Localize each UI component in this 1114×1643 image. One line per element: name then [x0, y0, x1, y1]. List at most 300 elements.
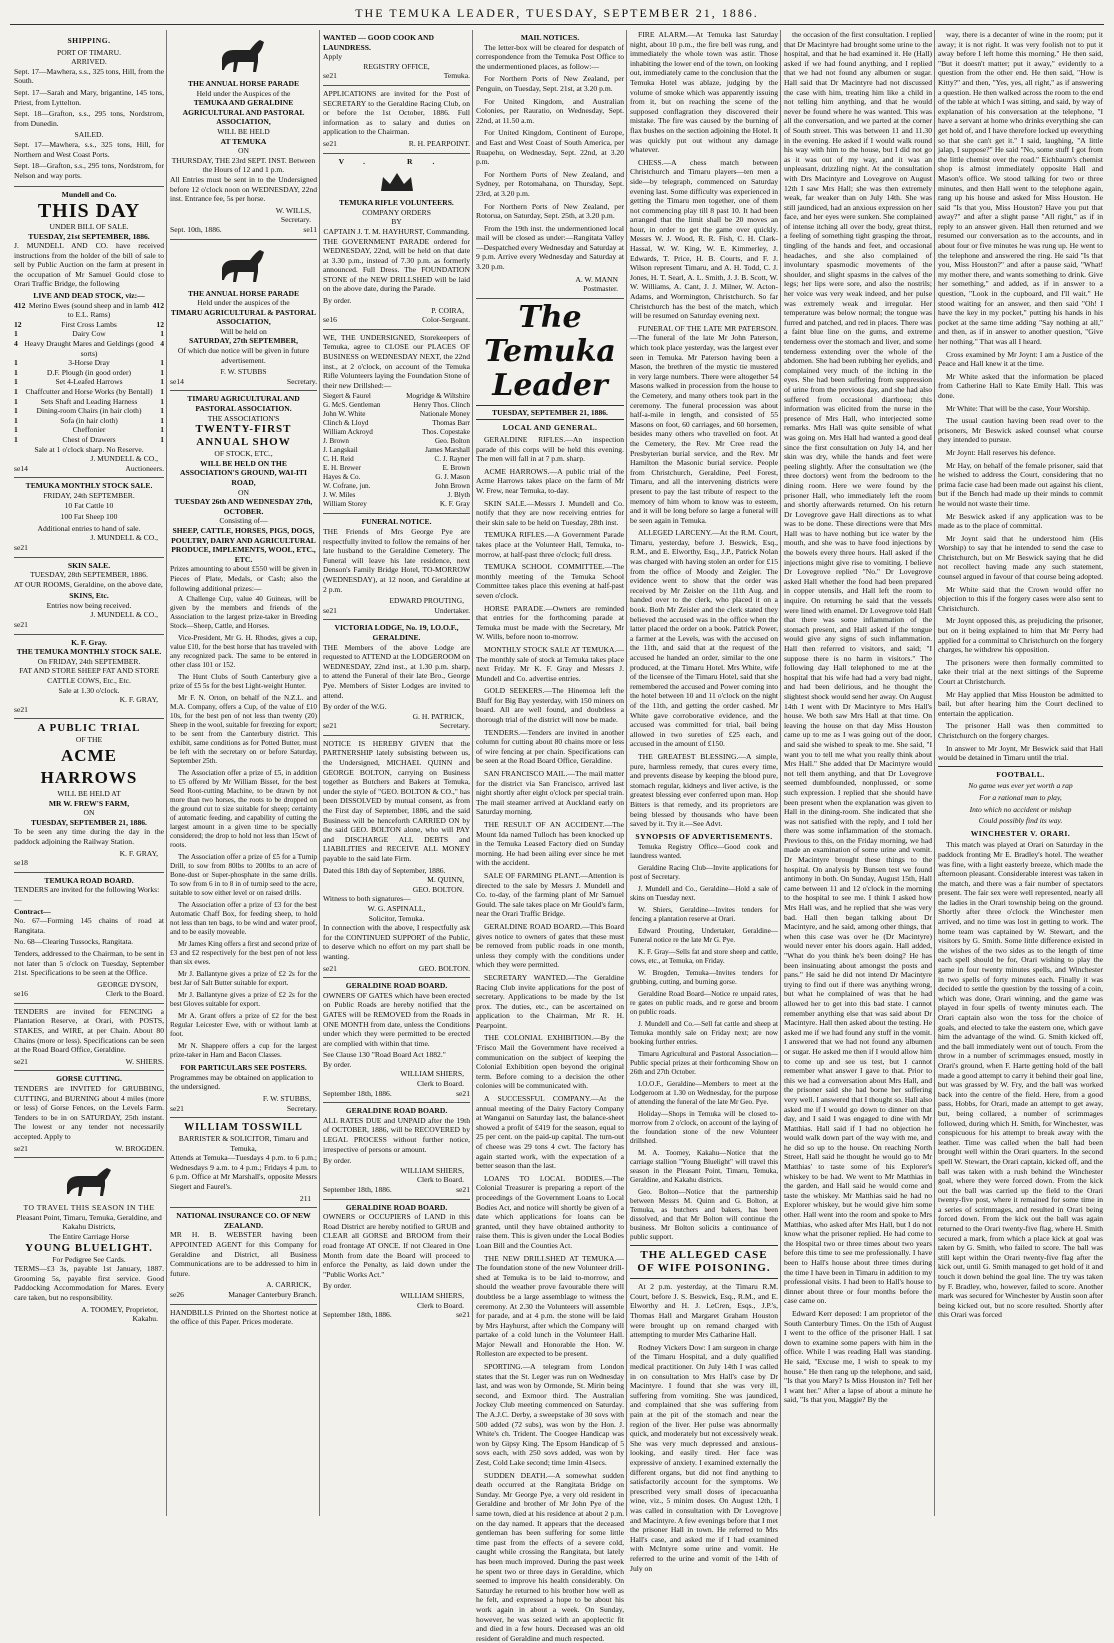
- parade-held: WILL BE HELD: [217, 126, 270, 136]
- column-rule: [626, 30, 627, 1516]
- lot-number: 1: [14, 358, 18, 368]
- synopsis-item: M. A. Toomey, Kakahu—Notice that the carriage stallion "Young Bluelight" will travel this season in the Pleasant Point, Timaru, Temuka, Geraldine, and Kakahu districts.: [630, 1149, 778, 1185]
- road-title: TEMUKA ROAD BOARD.: [44, 875, 134, 885]
- tosswill-sub: BARRISTER & SOLICITOR, Timaru and Temuka,: [178, 1134, 309, 1153]
- mail-notices: [476, 30, 624, 299]
- news-item: MONTHLY STOCK SALE AT TEMUKA.—The monthly sale of stock at Temuka takes place next Friday. Mr K. F. Gray and Messrs J. Mundell and Co. advertise entries.: [476, 644, 624, 683]
- storekeeper-name: J. Langskail: [323, 446, 358, 455]
- timaru-text: Held under the auspices of the: [197, 298, 290, 308]
- sailed-heading: SAILED.: [74, 130, 104, 140]
- grb1-title: GERALDINE ROAD BOARD.: [345, 981, 448, 991]
- news-item: THE GREATEST BLESSING.—A simple, pure, harmless remedy, that cures every time, and prevents disease by keeping the blood pure, stomach regular, kidneys and liver active, is the greatest blessing ever conferred upon man. Hop Bitters is that remedy, and its proprietors are being blessed by thousands who have been saved by it. Try it.—See Advt.: [630, 751, 778, 829]
- news-item: TEMUKA RIFLES.—A Government Parade takes place at the Volunteer Hall, Temuka, to-morrow, at half-past three o'clock; full dress.: [476, 530, 624, 559]
- signature: WILLIAM SHIERS,: [400, 1290, 464, 1300]
- lot-number: 1: [160, 396, 164, 406]
- ad-code: se21: [323, 138, 337, 148]
- ad-code: se14: [170, 376, 184, 386]
- timaru-note: Of which due notice will be given in future advertisement.: [177, 346, 310, 365]
- road-contract: Contract—: [14, 906, 51, 916]
- synopsis-title: SYNOPSIS OF ADVERTISEMENTS.: [635, 831, 773, 841]
- annual-show-ad: [170, 391, 317, 1118]
- road-item: No. 67—Forming 145 chains of road at Rangitata.: [14, 916, 164, 935]
- lot-description: Sofa (in hair cloth): [60, 415, 118, 425]
- lot-row: [14, 416, 164, 426]
- lot-description: Chest of Drawers: [62, 434, 116, 444]
- news-item: TENDERS.—Tenders are invited in another column for cutting about 80 chains more or less of wire fencing at per chain. Specifications can be seen at the Road Board Office, Geraldine.: [476, 727, 624, 766]
- storekeeper-name: C. H. Reid: [323, 455, 354, 464]
- storekeeper-name: C. J. Rayner: [434, 455, 470, 464]
- role: Auctioneers.: [125, 463, 164, 473]
- partnership-notice: [323, 736, 470, 978]
- prize-entry: A Challenge Cup, value 40 Guineas, will be given by the members and friends of the Association to the largest prize-taker in Breeding Stock—Sheep, Cattle, and Horses.: [170, 595, 317, 631]
- place: Temuka.: [443, 71, 470, 81]
- mundell-sale-ad: [14, 187, 164, 478]
- lot-number: 4: [14, 339, 18, 349]
- lot-row: [14, 329, 164, 339]
- arrival-entry: Sept. 18—Grafton, s.s., 295 tons, Nordstrom, from Dunedin.: [14, 109, 164, 128]
- storekeeper-name: Geo. Bolton: [434, 437, 470, 446]
- travel-ped: For Pedigree See Cards.: [52, 1254, 126, 1264]
- close-text: WE, THE UNDERSIGNED, Storekeepers of Temuka, agree to CLOSE our PLACES OF BUSINESS on WEDNESDAY NEXT, the 22nd inst., at 2 o'clock, on account of the Temuka Rifle Volunteers laying the Foundation Stone of their new Drillshed:—: [323, 332, 470, 390]
- role: Manager Canterbury Branch.: [228, 1290, 317, 1299]
- grb2-order: By order.: [323, 1156, 352, 1166]
- case-paragraph: The usual caution having been read over to the prisoners, Mr Beswick asked counsel what course they intended to pursue.: [938, 416, 1103, 445]
- ad-code: se21: [14, 620, 28, 630]
- storekeeper-name: Mogridge & Wiltshire: [406, 392, 470, 401]
- prize-entry: The Association offer a prize of £5, in addition to £5 offered by Mr William Bisset, for the best Seed Root-cutting Machine, to be drawn by not more than two horses, the roots to be dropped on the ground cut to size suitable for sheep; certainty of automatic feeding, and capability of cutting the largest amount in a given time to be specially considered; the drop to hold not less than 15cwt of roots.: [170, 769, 317, 850]
- ad-code: se18: [14, 858, 28, 868]
- prize-entry: The Association offer a prize of £5 for a Turnip Drill, to sow from 80lbs to 200lbs to an acre of Bone-dust or Super-phosphate in the same drills. To sow from 6 in to 8 in of turnip seed to the acre, suitable to sow either level or on raised drills.: [170, 853, 317, 898]
- news-item: SAN FRANCISCO MAIL.—The mail matter for the district via San Francisco, arrived last night shortly after eight o'clock per special train. The mail steamer arrived at Auckland early on Saturday morning.: [476, 769, 624, 817]
- signature: R. H. PEARPOINT.: [408, 138, 470, 148]
- synopsis-item: I.O.O.F., Geraldine—Members to meet at the Lodgeroom at 1.30 on Wednesday, for the purpose of attending the funeral of the late Mr Geo. Pye.: [630, 1080, 778, 1107]
- news-item: FUNERAL OF THE LATE MR PATERSON.—The funeral of the late Mr John Paterson, which took place yesterday, was the largest ever seen in Temuka. Mr Paterson having been a Mason, the brethren of the mystic tie mustered in very large numbers. There were altogether 54 Masons walked in procession from the house to the Cemetery, and many others took part in the ceremony. The funeral procession was about half-a-mile in length, and consisted of 55 Masons on foot, 60 carriages, and 60 horsemen, besides many others who travelled on foot. At the Cemetery, the Rev. Mr Cree read the Presbyterian burial service, and the Rev. Mr Hamilton the Masonic burial service. People from Christchurch, Geraldine, Peel Forest, Timaru, and all the intervening districts were present to pay the last tribute of respect to the memory of him whom to know was to esteem, and it will be long before so large a funeral will be seen again in Temuka.: [630, 323, 778, 525]
- mail-paragraph: For United Kingdom, Continent of Europe, and East and West Coast of South America, per Ruapehu, on Wednesday, Sept. 22nd, at 3.20 p.m.: [476, 128, 624, 167]
- column-rule: [472, 30, 473, 1516]
- prize-entry: Mr J. Ballantyne gives a prize of £2 2s for the best Gloves suitable for export.: [170, 991, 317, 1009]
- shipping-notice: [14, 30, 164, 187]
- column-3: [323, 30, 470, 1516]
- mail-paragraph: For United Kingdom, and Australian Colonies, per Rauratio, on Wednesday, Sept. 22nd, at 11.50 a.m.: [476, 96, 624, 125]
- acme-headline: ACME HARROWS: [40, 746, 138, 787]
- news-item: THE NEW DRILLSHED AT TEMUKA.—The foundation stone of the new Volunteer drill-shed at Temuka is to be laid to-morrow, and should the weather prove favourable there will doubtless be a large assemblage to witness the ceremony. At 2.30 the Volunteers will assemble for parade, and at 4 p.m. the stone will be laid by Mrs Hayhurst, after which the Company will partake of a cold lunch in the Volunteer Hall. Major Newall and Honorable the Hon. W. Rolleston are expected to be present.: [476, 1253, 624, 1359]
- vr-mark: V. R.: [338, 156, 455, 166]
- storekeeper-name: G. J. Mason: [435, 473, 470, 482]
- grb3-text: OWNERS or OCCUPIERS of LAND in this Road District are hereby notified to GRUB and CLEAR all GORSE and BROOM from their road frontage AT ONCE. If not Cleared in One Month from date the Board will proceed to enforce the Penalty, as laid down under the "Public Works Act.": [323, 1212, 470, 1279]
- news-item: CHESS.—A chess match between Christchurch and Timaru players—ten men a side—by telegraph, commenced on Saturday evening last. Some difficulty was experienced in getting the Timaru men together, one of them not commencing play till 8 past 10. It had been arranged that the limit shall be 20 moves an hour, in order to get the game over quickly. Messrs W. J. Wood, R. R. Fish, C. H. Clark-Hassal, W. W. King, W. E. Kimmerley, J. Edwards, T. Price, H. B. Courts, and F. J. Wilson represent Timaru, and A. H. Todd, C. J. Jones, H. T. Searl, A. L. Smith, J. J. B. Scott, W. W. Williams, A. Cant, J. J. Milner, W. Acton-Adams, and Wormington, Christchurch. So far Christchurch has the best of the match, which will be resumed on Saturday evening next.: [630, 157, 778, 321]
- lot-row: [14, 358, 164, 368]
- gorse-title: GORSE CUTTING.: [56, 1074, 122, 1084]
- mail-paragraph: From the 19th inst. the undermentioned local mail will be closed as under:—Rangitata Valley—Despatched every Wednesday and Saturday at 9 p.m. Arrive every Wednesday and Saturday at 3.20 p.m.: [476, 223, 624, 272]
- trial-text: To be seen any time during the day in the paddock adjoining the Railway Station.: [14, 827, 164, 846]
- vol-orders: COMPANY ORDERS: [362, 207, 431, 217]
- case-conclusion: [938, 30, 1103, 763]
- lodge-title: VICTORIA LODGE, No. 19, I.O.O.F., GERALDINE.: [334, 623, 459, 642]
- storekeeper-row: [323, 392, 470, 401]
- lot-number: 12: [156, 319, 164, 329]
- lot-number: 1: [160, 367, 164, 377]
- case-paragraph: In answer to Mr Joynt, Mr Beswick said that Hall would be detained in Timaru until the trial.: [938, 743, 1103, 763]
- funeral-text: THE Friends of Mrs George Pye are respectfully invited to follow the remains of her late husband to the Geraldine Cemetery. The Funeral will leave his late residence, next Denson's Family Bridge Hotel, TO-MORROW (WEDNESDAY), at 12 noon, and Geraldine at 2 p.m.: [323, 527, 470, 594]
- signature: F. W. STUBBS: [220, 367, 267, 377]
- lot-number: 1: [160, 329, 164, 339]
- horse-illustration: [59, 1164, 119, 1200]
- case-paragraph: Mr Joynt said that he understood him (His Worship) to say that he intended to send the case to Christchurch, but on Mr Beswick saying that he did not recollect having made any such statement, counsel argued in favour of that course being adopted.: [938, 533, 1103, 582]
- prize-list: [170, 595, 317, 1060]
- show-of: OF STOCK, ETC.,: [214, 449, 273, 459]
- storekeeper-row: [323, 401, 470, 410]
- horse-illustration: [216, 36, 272, 76]
- signature: W. WILLS,: [275, 205, 311, 215]
- trial-date: TUESDAY, SEPTEMBER 21, 1886.: [31, 817, 147, 827]
- case-title: THE ALLEGED CASE OF WIFE POISONING.: [630, 1245, 778, 1279]
- ad-code: se21: [456, 1310, 470, 1320]
- monthly-title: TEMUKA MONTHLY STOCK SALE.: [25, 481, 153, 491]
- road-note: Tenders, addressed to the Chairman, to be sent in not later than 5 o'clock on Tuesday, September 21st. Specifications to be seen at the Office.: [14, 948, 164, 978]
- role: Secretary.: [286, 1103, 317, 1113]
- editorial-date: TUESDAY, SEPTEMBER 21, 1886.: [476, 406, 624, 421]
- lot-number: 4: [160, 339, 164, 349]
- ad-code: se11: [303, 224, 317, 234]
- arrivals-list: [14, 67, 164, 129]
- case-paragraph: Mr Joynt: Hall reserves his defence.: [946, 447, 1056, 457]
- acme-trial-ad: [14, 719, 164, 872]
- lot-description: Merino Ewes (sound sheep and in lamb to E.L. Rams): [28, 300, 150, 320]
- ad-code: se21: [323, 963, 337, 973]
- lodge-order: By order of the W.G.: [323, 702, 387, 712]
- lodge-notice: [323, 620, 470, 736]
- lodge-text: THE Members of the above Lodge are requested to ATTEND at the LODGEROOM on WEDNESDAY, 22nd inst., at 1.30 p.m. sharp, to attend the Funeral of their late Bro., George Pye. Members of Sister Lodges are invited to attend.: [323, 642, 470, 700]
- parade-title: THE ANNUAL HORSE PARADE: [187, 79, 300, 88]
- lot-number: 1: [160, 358, 164, 368]
- fencing-text: TENDERS are invited for FENCING a Plantation Reserve, at Orari, with POSTS, STAKES, and WIRE, at per Chain. About 80 Chains (more or less). Specifications can be seen at the Road Board Office, Geraldine.: [14, 1006, 164, 1055]
- local-paragraphs: [476, 435, 624, 1643]
- parade-text: Held under the Auspices of the: [196, 88, 291, 98]
- football-title: FOOTBALL.: [938, 766, 1103, 780]
- grb2-text: ALL RATES DUE and UNPAID after the 19th of OCTOBER, 1886, will be RECOVERED by LEGAL PROCESS without further notice, irrespective of persons or amount.: [323, 1115, 470, 1154]
- case-paragraph: way, there is a decanter of wine in the room; put it away; it is not right. It was very foolish not to put it away before I left home this morning." He then said, "But it doesn't matter; put it away," evidently to a question from the other end. He then said, "How is Kitty?" and then, "Yes, yes, all right," as if answering a question. He then walked across the room to the end of the table at which I was sitting, and said, by way of explanation of his conversation at the telephone, "I have a servant at home who drinks everything she can get hold of, and I have therefore locked up everything so that she can't get it." I said, laughing, "A little jalap, I suppose?" He said "No, some stuff I got from the little chemist over the road." Eichbaum's chemist shop is almost immediately opposite Hall and Mason's office. We stood talking for two or three minutes, and then Hall went to the telephone again, rang up his house and asked for Miss Houston. He said "Is that you, Miss Houston? Have you put that away?" and after a slight pause "All right," as if in reply to an answer given. Hall then returned and we resumed our conversation as to the accounts, and in about four or five minutes he was rung up. He went to the telephone and answered the ring. He said "Is that you, Miss Houston?" and after a pause said, "What! my mother there, and wants something to drink. Give her something," and added, as if in answer to a question, "Look in the cupboard, and I'll wait." He stood waiting for an answer, and then said "Oh! I have the key in my pocket," putting his hands in his pocket at the same time adding "Say nothing at all," and then, as if in answer to another question, "Give her nothing." That was all I heard.: [938, 30, 1103, 346]
- kf-items: FAT AND STORE SHEEP FAT AND STORE CATTLE COWS, Etc., Etc.: [19, 666, 159, 686]
- ad-code: se21: [14, 1056, 28, 1066]
- lot-row: [14, 320, 164, 330]
- news-item: LOANS TO LOCAL BODIES.—The Colonial Treasurer is preparing a report of the proceedings of the Government Loans to Local Bodies Act, and notice will shortly be given of a date which applications for loans can be granted, until they have obtained authority to raise them. This is given under the Local Bodies Loan Bill and the Counties Act.: [476, 1173, 624, 1250]
- lot-number: 1: [14, 434, 18, 444]
- storekeeper-name: Clinch & Lloyd: [323, 419, 369, 428]
- synopsis-item: J. Mundell and Co., Geraldine—Hold a sale of skins on Tuesday next.: [630, 885, 778, 903]
- kf-gray-ad: [14, 635, 164, 720]
- prize-entry: Mr F. N. Orton, on behalf of the N.Z.L. and M.A. Company, offers a Cup, of the value of £10 10s, for the best pen of not less than twenty (20) Sheep in the wool, suitable for freezing for export; to be sent from the Canterbury district. This exhibit, same conditions as for Potted Butter, must be left with the secretary on or before Saturday, September 25th.: [170, 694, 317, 766]
- grb2-title: GERALDINE ROAD BOARD.: [345, 1106, 448, 1116]
- trial-on: ON: [83, 808, 95, 818]
- storekeeper-name: W. Cofrane, jun.: [323, 482, 371, 491]
- lot-row: [14, 435, 164, 445]
- monthly-line: 10 Fat Cattle 10: [64, 500, 114, 510]
- part-text: NOTICE IS HEREBY GIVEN that the PARTNERSHIP lately subsisting between us, the Undersigned, MICHAEL QUINN and GEORGE BOLTON, carrying on Business together as Butchers and Bakers at Temuka, under the style of "GEO. BOLTON & CO.," has been DISSOLVED by mutual consent, as from the First day of September, 1886, and the said Business will be henceforth CARRIED ON by the said GEO. BOLTON alone, who will PAY and DISCHARGE ALL DEBTS and LIABILITIES and RECEIVE ALL MONEY payable to the said late Firm.: [323, 738, 470, 863]
- mail-paragraph: For Northern Ports of New Zealand, and Sydney, per Rotomahana, on Thursday, Sept. 23rd, at 3.20 p.m.: [476, 169, 624, 198]
- sale-text: J. MUNDELL AND CO. have received instructions from the holder of the bill of sale to sell by Public Auction on the farm at present in the occupation of Mr Samuel Gould close to Orari Traffic Bridge, the following: [14, 241, 164, 289]
- ad-code: se21: [456, 1088, 470, 1098]
- handbills-ad: [170, 1305, 317, 1333]
- running-head: THE TEMUKA LEADER, TUESDAY, SEPTEMBER 21, 1886.: [355, 6, 759, 20]
- ad-code: se21: [323, 71, 337, 81]
- grb-gorse-notice: [323, 1200, 470, 1324]
- date: September 18th, 1886.: [323, 1185, 392, 1194]
- column-rule: [166, 30, 167, 1516]
- lot-description: Heavy Draught Mares and Geldings (good sorts): [24, 339, 154, 358]
- temuka-horse-parade-ad: [170, 30, 317, 240]
- ad-code: se21: [323, 605, 337, 615]
- timaru-date: SATURDAY, 27th SEPTEMBER,: [188, 336, 298, 346]
- signature: WILLIAM SHIERS,: [400, 1165, 464, 1175]
- synopsis-item: W. Brogden, Temuka—Invites tenders for grubbing, cutting, and burning gorse.: [630, 969, 778, 987]
- storekeeper-name: James Marshall: [425, 446, 470, 455]
- prize-entry: The Association offer a prize of £3 for the best Automatic Chaff Box, for feeding sheep, to hold not less than ten bags, to be wind and water proof, and to be easily moveable.: [170, 901, 317, 937]
- funeral-notice: [323, 514, 470, 620]
- timaru-horse-parade-ad: [170, 240, 317, 392]
- lot-row: [14, 425, 164, 435]
- handbills-text: HANDBILLS Printed on the Shortest notice at the office of this Paper. Prices moderate.: [170, 1307, 317, 1327]
- lot-number: 1: [160, 406, 164, 416]
- storekeeper-row: [323, 491, 470, 500]
- signature: WILLIAM SHIERS,: [400, 1069, 464, 1079]
- lot-number: 1: [14, 377, 18, 387]
- show-assoc2: THE ASSOCIATION'S: [207, 413, 280, 423]
- date: Sept. 10th, 1886.: [170, 224, 222, 234]
- grb-gates-notice: [323, 978, 470, 1103]
- football-verse: [938, 781, 1103, 825]
- signature: K. F. GRAY,: [119, 848, 158, 858]
- insurance-ad: [170, 1208, 317, 1304]
- news-item: SECRETARY WANTED.—The Geraldine Racing Club invite applications for the post of secretary. Applications to be made by the 1st prox. The duties, etc., can be ascertained on application to the Chairman, Mr R. H. Pearpoint.: [476, 972, 624, 1030]
- case-paragraph: the occasion of the first consultation. I replied that Dr Macintyre had brought some urine to the hospital, and that he had examined it. He (Hall) asked if we had found anything, and I replied that we had not found any albumen or sugar. Hall said that Dr Macintyre had not discussed the case with him, treating him like a child in not telling him anything, and that he would never be found where he was wanted. This was all the conversation, and we parted at the corner of South street. This was between 11 and 11.30 in the evening. He asked if I would walk round his way with him to the house, but I did not go as it was out of my way, and it was an unpleasant, drizzling night. At the consultation with Drs Macintyre and Lovegrove on August 12th I saw Mrs Hall; she was then extremely weak, far weaker than on July 14th. She was still jaundiced, had an anxious expression on her face, and her eyes were sunken. She complained of intense itching all over the body, great thirst, a feeling of something tight grasping the throat, tingling of the hands and feet, and occasional headaches, and she also complained of involuntary spasmodic movements of the shoulder, and slight spasms in the calves of the legs; her lips were sore, and also the nostrils; her voice was very weak indeed, and her pulse was extremely weak and irregular. Her temperature was below normal; the tongue was furred and patched, and red in places. There was a faint blue line on the gums, and extreme tenderness over the stomach and liver, and some tenderness extending over the whole of the abdomen. She had been rubbing her eyelids, and complained very much of the itching in the eyes. She had been suffering from suppression of urine from the previous day, and she had also suffered from occasional diarrhoea; this information was elicited from the nurse in the presence of Mrs Hall, who interjected some remarks. Mrs Hall was quite sensible of what was going on. Mrs Hall had wanted a good deal since the first consultation on July 14, and her skin was dry, while the hands and feet were peeling slightly. After the consultation we (the three doctors) went from the bedroom to the dining room. Here we were found by the prisoner Hall, who immediately left the room and shortly afterwards returned. On his return Dr Lovegrove gave Hall directions as to what was to be done. These directions were that Mrs Hall was to have nothing but ice water by the mouth, and she was to have food injections by the bowels every three hours. Hall asked if the injections might give rise to vomiting. I believe Dr Lovegrove replied "No." Dr Lovegrove asked Hall whether the food had been prepared in copper utensils, and Hall left the room to inquire. On returning he said that the vessels were lined with enamel. Dr Lovegrove told Hall that there was some inflammation of the stomach present, and Hall asked if the tongue would give any signs of such inflammation. Hall then referred to visitors, and said; "I suppose there is no harm in visitors." The following day Hall telephoned to me at the hospital that his wife had had a very bad night, and had been delirious, and he thought the slightest shock would send her away. On August 14th I went with Dr Macintyre to Mrs Hall's house. We both saw Mrs Hall at that time. On leaving the house on that day Miss Houston came up to me as I was going out of the door, and said she wished to speak to me. She said, "I want you to tell me what you really think about Mrs Hall." She added that Dr Macintyre would not tell them anything, and that Dr Lovegrove seemed dumbfounded, nonplussed, or some such expression. I replied that she should have been present when the explanation was given to Hall in the dining-room. She indicated that she was not satisfied with the reply, and I told her there was some inflammation of the stomach. Previous to this, on the Friday morning, we had made an examination of some urine and vomit. Dr Macintyre brought these things to the hospital. On analysis by Bunsen test we found antimony in both. On Sunday, August 15th, Hall came between 11 and 12 o'clock in the morning to the hospital to see me. I think I asked how Mrs Hall was, and he replied that she was very bad. Hall then began talking about Dr Macintyre, and he said, among other things, that when this case was over he (Dr Macintyre) would never enter his doors again. Hall added, "What do you think he's been doing? He has been insinuating about amongst the posts and pans." He said he did not intend Dr Macintyre trying to find out if there was anything wrong, but what he complained of was that he had allowed her to get into this bad state. I cannot remember anything else that was said about Dr Macintyre. Hall then asked about the testing. He asked me if we had found any stuff in the vomit. I answered that we had not found any albumen or sugar. He asked me then if I would allow him to come up and see us test, but I cannot remember what answer I gave to that. Prior to this we had a conversation about Mrs Hall, and the prisoner said she had borne her suffering very well. I answered that I thought so. Hall also asked me if I would go down to dinner on that day, and I said I was engaged to dine with Mr Matthias. Hall said if I had no objection he would walk down part of the way with me, and he did so up to the house. On reaching North Street, Hall said he thought he would go to Mr Matthias' to taste some of his Explorer's whiskey to be had. We went to Mr Matthias in the garden, and Hall said he would come and taste the whiskey. Mr Matthias said he had no Explorer whiskey, but he would give him some other. Hall went into the room and spoke to Mrs Matthias, who asked after Mrs Hall, but I do not know what the prisoner replied. He had come to the Hospital two or three times about two years before this time to see me professionally. I have been to Hall's house about three times during the time I have been in Timaru in addition to my professional visits. I had been to Hall's house to dinner about three or four months before the case came on.: [784, 30, 932, 1306]
- mail-title: MAIL NOTICES.: [520, 33, 580, 42]
- sailing-entry: Sept. 18—Grafton, s.s., 295 tons, Nordstrom, for Nelson and way ports.: [14, 161, 164, 180]
- lot-description: Sets Shaft and Leading Harness: [40, 396, 138, 406]
- storekeeper-row: [323, 437, 470, 446]
- signature: W. SHIERS.: [125, 1056, 164, 1066]
- trial-of: OF THE: [75, 735, 103, 745]
- date: September 18th, 1886.: [323, 1310, 392, 1320]
- arrival-entry: Sept. 17—Mawhera, s.s., 325 tons, Hill, from the South.: [14, 66, 164, 86]
- signature: K. F. GRAY,: [119, 695, 158, 705]
- lot-description: 3-Horse Dray: [68, 358, 110, 368]
- storekeeper-name: John Brown: [435, 482, 470, 491]
- show-date: TUESDAY 26th AND WEDNESDAY 27th, OCTOBER.: [174, 497, 313, 516]
- news-item: FIRE ALARM.—At Temuka last Saturday night, about 10 p.m., the fire bell was rung, and immediately the whole town was astir. Those inhabiting the lower end of the town, on looking out, immediately came to the conclusion that the Temuka Hotel was ablaze, judging by the volume of smoke which was apparently issuing from it, but on reaching the scene of the supposed conflagration they discovered their mistake. The fire was caused by the burning of flax bushes on the section adjoining the Hotel. It was quickly put out without any damage whatever.: [630, 30, 778, 155]
- case-continuation: [784, 30, 932, 1405]
- fencing-ad: [14, 1004, 164, 1072]
- sale-terms: Sale at 1 o'clock sharp. No Reserve.: [34, 444, 144, 454]
- case-paragraph: Mr White: That will be the case, Your Worship.: [946, 403, 1090, 413]
- lot-number: 1: [14, 396, 18, 406]
- storekeeper-row: [323, 410, 470, 419]
- monthly-sale-ad: [14, 478, 164, 557]
- lot-number: 412: [152, 300, 164, 310]
- parade-at: AT TEMUKA: [220, 136, 267, 146]
- prize-entry: Vice-President, Mr G. H. Rhodes, gives a cup, value £10, for the best horse that has traveled with any recognized pack. The same to be entered in other class 101 or 152.: [170, 634, 317, 670]
- column-6: [784, 30, 932, 1516]
- editorial-masthead: [476, 299, 624, 406]
- synopsis-item: Timaru Agricultural and Pastoral Association—Public special prizes at their forthcoming Show on 26th and 27th October.: [630, 1050, 778, 1077]
- news-item: THE RESULT OF AN ACCIDENT.—The Mount Ida named Tulloch has been knocked up in the Temuka Leased Factory died on Sunday morning. He had been ailing ever since he met with the accident.: [476, 820, 624, 868]
- storekeeper-name: John W. White: [323, 410, 366, 419]
- local-title: LOCAL AND GENERAL.: [502, 423, 598, 433]
- signature: G. H. PATRICK,: [412, 711, 464, 721]
- signature: GEO. BOLTON.: [412, 884, 464, 894]
- storekeeper-row: [323, 419, 470, 428]
- synopsis-item: Temuka Registry Office—Good cook and laundress wanted.: [630, 843, 778, 861]
- storekeeper-name: Nationale Money: [419, 410, 470, 419]
- show-posters: FOR PARTICULARS SEE POSTERS.: [180, 1063, 307, 1073]
- wanted-office: REGISTRY OFFICE,: [363, 61, 430, 71]
- date: September 18th, 1886.: [323, 1088, 392, 1098]
- arrived-heading: ARRIVED.: [71, 57, 107, 67]
- storekeeper-name: Thomas Barr: [432, 419, 470, 428]
- sale-date: TUESDAY, 21st SEPTEMBER, 1886.: [28, 231, 150, 241]
- part-date: Dated this 18th day of September, 1886.: [323, 865, 446, 875]
- crown-emblem-icon: [377, 169, 417, 195]
- timaru-assoc: TIMARU AGRICULTURAL & PASTORAL ASSOCIATION,: [170, 307, 317, 327]
- lot-description: D.F. Plough (in good order): [46, 367, 132, 377]
- match-paragraph: This match was played at Orari on Saturday in the paddock fronting Mr E. Bradley's hotel. The weather was fine, with a light easterly breeze, which made the afternoon pleasant. Considerable interest was taken in the match, and there was a fair number of spectators present. The fair sex were well represented, nearly all the ladies in the Orari township being on the ground. Shortly after three o'clock the Winchester men arrived, and no time was lost in getting to work. The home team was captained by W. Stewart, and the visitors by G. Smith. Some little difference existed in the wishes of the two sides as to the length of time each spell should be for, Orari wishing to play the game in four twenty minutes spells, and Winchester in two spells of forty minutes each. Finally it was decided to settle the question by the tossing of a coin, which was done, Orari winning, and the game was played in four spells of twenty minutes each. The Orari captain also won the toss for the choice of goals, and elected to take the eastern one, which gave him the advantage of the wind. G. Smith kicked off, and the ball immediately went out of touch. From the throw in a number of scrimmages ensued, mostly in Orari's ground, when F. Harte getting hold of the ball made a good attempt to carry it behind their goal line, but was grassed by W. Fry, and the ball was worked back into the centre of the field. Here, from a good pass, Hobbs, for Orari, made an attempt to get away, but, being collared, a number of scrimmages followed, during which H. Smith, for Winchester, was conspicuous for his attempt to break away with the leather. Time was called when the ball had been brought well within the Orari quarters. In the second spell W. Stewart, the Orari captain, kicked off, and the ball was taken with a rush behind the Winchester goal, where they were forced down. From the kick out the ball was carried up the field to the Orari twenty-five post, where it remained for some time in a series of scrimmages, and resulted in Orari being forced down. From the kick out the ball was again returned to the Orari twenty-five flag, where H. Smith secured a mark, from which a place kick at goal was taken by G. Smith, who failed to score. The ball was still kept within the Orari twenty-five flag after the kick out, until G. Smith managed to get hold of it and touch it down behind the goal line. The try was taken by F. Bradley, who, however, failed to score. Another mark was secured for Winchester by Austin soon after being kicked out, but no score resulted. Shortly after this Orari was forced: [938, 840, 1103, 1320]
- travel-text: TO TRAVEL THIS SEASON IN THE: [23, 1203, 155, 1213]
- column-1: [14, 30, 164, 1516]
- signature: M. QUINN,: [427, 875, 464, 885]
- lot-row: [14, 368, 164, 378]
- storekeeper-name: J. Blyth: [447, 491, 470, 500]
- lot-number: 1: [14, 367, 18, 377]
- lot-number: 1: [14, 425, 18, 435]
- travel-places: Pleasant Point, Timaru, Temuka, Geraldine, and Kakahu Districts,: [16, 1212, 162, 1232]
- storekeeper-name: J. Brown: [323, 437, 349, 446]
- signature: GEORGE DYSON,: [97, 979, 158, 989]
- signature: W. BROGDEN.: [115, 1143, 164, 1153]
- role: Secretary.: [439, 721, 470, 731]
- timaru-held: Will be held on: [220, 326, 267, 336]
- show-on: ON: [238, 487, 249, 497]
- prize-entry: The Hunt Clubs of South Canterbury give a prize of £5 5s for the best Light-weight Hunter.: [170, 673, 317, 691]
- column-2: [170, 30, 317, 1516]
- lot-description: Cheffonier: [72, 425, 106, 435]
- case-paragraph: Mr White said that the Crown would offer no objection to this if the forgery cases were also sent to Christchurch.: [938, 584, 1103, 613]
- ad-code: se16: [14, 989, 28, 999]
- lot-row: [14, 339, 164, 358]
- wanted-title: WANTED — GOOD COOK AND LAUNDRESS.: [323, 33, 434, 52]
- lot-number: 1: [14, 329, 18, 339]
- lot-number: 1: [14, 415, 18, 425]
- place: Kakahu.: [132, 1314, 158, 1324]
- synopsis-item: K. F. Gray—Sells fat and store sheep and cattle, cows, etc., at Temuka, on Friday.: [630, 948, 778, 966]
- travel-sub: The Entire Carriage Horse: [48, 1231, 130, 1241]
- road-text: TENDERS are invited for the following Works:—: [14, 885, 160, 904]
- lot-number: 1: [160, 434, 164, 444]
- witness-role: Solicitor, Temuka.: [368, 913, 425, 923]
- news-item: TEMUKA SCHOOL COMMITTEE.—The monthly meeting of the Temuka School Committee takes place this evening at half-past seven o'clock.: [476, 562, 624, 600]
- news-item: A SUCCESSFUL COMPANY.—At the annual meeting of the Dairy Factory Company at Wanganui on Saturday last, the balance-sheet showed a profit of £419 for the season, equal to 25 per cent. on the paid-up capital. The turn-out of cheese was 29 tons 4 cwt. The factory has again started work, with the expectation of a better season than the last.: [476, 1094, 624, 1171]
- storekeeper-name: William Storey: [323, 500, 367, 509]
- skin-sale-ad: [14, 558, 164, 635]
- storekeeper-row: [323, 428, 470, 437]
- tosswill-ad: [170, 1118, 317, 1208]
- storekeeper-name: Henry Thos. Clinch: [413, 401, 470, 410]
- synopsis-item: Geo. Bolton—Notice that the partnership between Messrs M. Quinn and G. Bolton, at Temuka, as butchers and bakers, has been dissolved, and that Mr Bolton will continue the business. Mr Bolton solicits a continuance of public support.: [630, 1188, 778, 1242]
- grb1-see: See Clause 130 "Road Board Act 1882.": [323, 1050, 446, 1060]
- skin-item: SKINS, Etc.: [69, 591, 109, 601]
- ad-code: 211: [299, 1193, 311, 1203]
- storekeeper-name: Siegert & Faurel: [323, 392, 371, 401]
- synopsis-item: W. Shiers, Geraldine—Invites tenders for fencing a plantation reserve at Orari.: [630, 906, 778, 924]
- storekeeper-name: Thos. Copestake: [422, 428, 470, 437]
- closing-notice: [323, 330, 470, 515]
- case-paragraph: Mr White asked that the information be placed from Catherine Hall to Kate Emily Hall. This was done.: [938, 371, 1103, 400]
- lot-description: Dairy Cow: [72, 329, 106, 339]
- synopsis-item: Edward Prouting, Undertaker, Geraldine—Funeral notice re the late Mr G. Pye.: [630, 927, 778, 945]
- shipping-sub: PORT OF TIMARU.: [56, 47, 122, 57]
- case-paragraphs: [630, 1282, 778, 1573]
- sailing-entry: Sept. 17—Mawhera, s.s., 325 tons, Hill, for Northern and West Coast Ports.: [14, 139, 164, 159]
- role: Postmaster.: [583, 284, 618, 294]
- show-prog: Programmes may be obtained on application to the undersigned.: [170, 1072, 314, 1092]
- grb1-text: OWNERS OF GATES which have been erected on Public Roads are hereby notified that the GATES will be REMOVED from the Roads in ONE MONTH from date, unless the Conditions under which they were permitted to be erected are complied with within that time.: [323, 990, 470, 1048]
- stallion-name: YOUNG BLUELIGHT.: [25, 1241, 153, 1254]
- kf-title: THE TEMUKA MONTHLY STOCK SALE.: [16, 647, 162, 657]
- monthly-date: FRIDAY, 24th SEPTEMBER.: [43, 490, 135, 500]
- insurance-title: NATIONAL INSURANCE CO. OF NEW ZEALAND.: [176, 1211, 311, 1230]
- role: Clerk to Board.: [416, 1175, 464, 1185]
- trial-held: WILL BE HELD AT: [57, 789, 121, 798]
- lot-row: [14, 301, 164, 320]
- verse-line: No game was ever yet worth a rap: [968, 781, 1073, 791]
- vol-order: By order.: [323, 296, 352, 306]
- skin-text: AT OUR ROOMS, Geraldine, on the above date,: [14, 579, 163, 589]
- road-item: No. 68—Clearing Tussocks, Rangitata.: [14, 937, 133, 947]
- this-day-headline: THIS DAY: [37, 199, 141, 222]
- stallion-ad: [14, 1158, 164, 1328]
- vol-by: BY: [391, 217, 402, 227]
- case-paragraph: The prisoner Hall was then committed to Christchurch on the forgery charges.: [938, 721, 1103, 740]
- synopsis-item: Geraldine Road Board—Notice re unpaid rates, re gates on public roads, and re gorse and broom on public roads.: [630, 990, 778, 1017]
- kf-date: On FRIDAY, 24th SEPTEMBER.: [37, 656, 141, 666]
- rc-text: APPLICATIONS are invited for the Post of SECRETARY to the Geraldine Racing Club, on or before the 1st October, 1886. Full information as to salary and duties on application to the Chairman.: [323, 88, 470, 137]
- head-rule: [10, 24, 1104, 25]
- show-items: SHEEP, CATTLE, HORSES, PIGS, DOGS, POULTRY, DAIRY AND AGRICULTURAL PRODUCE, IMPLEMENTS, WOOL, ETC., ETC.: [171, 525, 316, 564]
- grb1-order: By order.: [323, 1059, 352, 1069]
- column-5: [630, 30, 778, 1573]
- lot-number: 1: [160, 425, 164, 435]
- storekeeper-list: [323, 392, 470, 509]
- advertiser: K. F. Gray.: [71, 637, 107, 647]
- ad-code: se21: [14, 704, 28, 714]
- storekeeper-name: E. Brown: [442, 464, 470, 473]
- parade-assoc: TEMUKA AND GERALDINE AGRICULTURAL AND PASTORAL ASSOCIATION,: [182, 98, 305, 127]
- news-item: HORSE PARADE.—Owners are reminded that entries for the forthcoming parade at Temuka must be made with the Secretary, Mr W. Wills, before noon to-morrow.: [476, 603, 624, 642]
- part-conn: In connection with the above, I respectfully ask for the CONTINUED SUPPORT of the Public, to deserve which no effort on my part shall be wanting.: [323, 923, 470, 961]
- signature: J. MUNDELL & CO.,: [90, 610, 158, 620]
- witness-name: W. G. ASPINALL,: [367, 903, 426, 913]
- role: Clerk to the Board.: [105, 989, 164, 999]
- case-paragraph: At 2 p.m. yesterday, at the Timaru R.M. Court, before J. S. Beswick, Esq., R.M., and E. Elworthy and H. J. LeCren, Esqs., J.P.'s, Thomas Hall and Margaret Graham Houston were brought up on remand charged with attempting to murder Mrs Catharine Hall.: [630, 1282, 778, 1340]
- role: Undertaker.: [434, 605, 470, 615]
- skin-title: SKIN SALE.: [67, 560, 111, 570]
- ad-code: se21: [170, 1103, 184, 1113]
- news-item: GOLD SEEKERS.—The Hinemoa left the Bluff for Big Bay yesterday, with 150 miners on board. All are well found, and doubtless a thorough trial of the district will now be made.: [476, 686, 624, 725]
- insurance-text: MR H. B. WEBSTER having been APPOINTED AGENT for this Company for Geraldine and District, all Business Communications are to be addressed to him in future.: [170, 1230, 317, 1278]
- news-item: SUDDEN DEATH.—A somewhat sudden death occurred at the Rangitata Bridge on Sunday. Mr George Pye, a very old resident in Geraldine and brother of Mr John Pye of the same town, died at his residence at about 2 p.m. on the day named. It appears that the deceased gentleman has been suffering for some little time past from the effects of a severe cold, caught while crossing the Rangitata, but lately has been much improved. During the past week he spent two or three days in Geraldine, which seemed to improve his health considerably. On Saturday he returned to his brother how well as he felt, and expressed a hope to be about his work again in about a week. On Sunday, however, he was seized with an apoplectic fit and died in a few hours. Deceased was an old resident of Geraldine and much respected.: [476, 1470, 624, 1643]
- prize-entry: Mr N. Shappere offers a cup for the largest prize-taker in Ham and Bacon Classes.: [170, 1042, 317, 1060]
- lot-number: 1: [160, 415, 164, 425]
- synopsis-item: Holiday—Shops in Temuka will be closed to-morrow from 2 o'clock, on account of the laying of the foundation stone of the new Volunteer drillshed.: [630, 1110, 778, 1146]
- storekeeper-name: William Ackroyd: [323, 428, 373, 437]
